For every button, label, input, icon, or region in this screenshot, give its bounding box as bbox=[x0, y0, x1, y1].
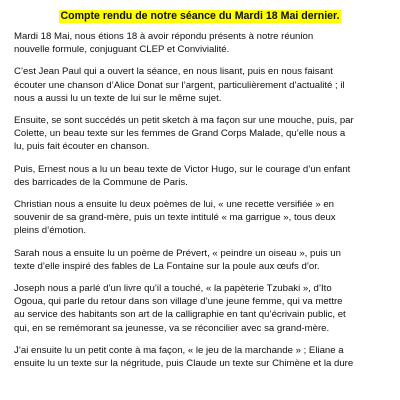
paragraph bbox=[14, 198, 392, 238]
text-line: souvenir de sa grand-mère, puis un texte intitulé « ma garrigue », tous deux bbox=[14, 212, 336, 224]
text-line: lu, puis fait écouter en chanson. bbox=[14, 141, 150, 153]
paragraph bbox=[14, 163, 392, 189]
text-line: qui, en se remémorant sa jeunesse, va se réconcilier avec sa grand-mère. bbox=[14, 322, 330, 334]
text-line: nous a aussi lu un texte de lui sur le même sujet. bbox=[14, 92, 222, 104]
paragraph bbox=[14, 114, 392, 154]
text-line: des barricades de la Commune de Paris. bbox=[14, 176, 188, 188]
text-line: Puis, Ernest nous a lu un beau texte de Victor Hugo, sur le courage d’un enfant bbox=[14, 163, 351, 175]
text-line: ensuite lu un texte sur la négritude, puis Claude un texte sur Chimène et la dure bbox=[14, 358, 354, 370]
text-line: Mardi 18 Mai, nous étions 18 à avoir répondu présents à notre réunion bbox=[14, 31, 314, 42]
paragraph bbox=[14, 282, 392, 335]
text-line: nouvelle formule, conjuguant CLEP et Convivialité. bbox=[14, 44, 230, 56]
title-wrap bbox=[0, 6, 400, 24]
text-line: Ensuite, se sont succédés un petit sketch à ma façon sur une mouche, puis, par bbox=[14, 115, 354, 127]
paragraph bbox=[14, 344, 392, 370]
paragraph bbox=[14, 247, 392, 273]
text-line: Christian nous a ensuite lu deux poèmes de lui, « une recette versifiée » en bbox=[14, 199, 334, 211]
text-line: Ogoua, qui parle du retour dans son village d’une jeune femme, qui va mettre bbox=[14, 296, 343, 308]
text-line: écouter une chanson d’Alice Donat sur l’argent, particulièrement d’actualité ; il bbox=[14, 79, 345, 91]
text-line: Colette, un beau texte sur les femmes de Grand Corps Malade, qu’elle nous a bbox=[14, 128, 346, 140]
text-line: Joseph nous a parlé d’un livre qu’il a touché, « la papèterie Tzubaki », d’Ito bbox=[14, 283, 332, 295]
paragraph bbox=[14, 30, 392, 56]
text-line: pleins d’émotion. bbox=[14, 225, 86, 237]
text-line: au service des habitants son art de la calligraphie en tant qu’écrivain public, et bbox=[14, 309, 346, 321]
text-line: texte d’elle inspiré des fables de La Fontaine sur la poule aux œufs d’or. bbox=[14, 260, 320, 272]
text-line: C’est Jean Paul qui a ouvert la séance, en nous lisant, puis en nous faisant bbox=[14, 66, 333, 78]
text-line: J’ai ensuite lu un petit conte à ma façon, « le jeu de la marchande » ; Eliane a bbox=[14, 344, 344, 356]
document-title: Compte rendu de notre séance du Mardi 18 Mai dernier. bbox=[60, 10, 340, 22]
text-line: Sarah nous a ensuite lu un poème de Prévert, « peindre un oiseau », puis un bbox=[14, 247, 341, 259]
paragraph bbox=[14, 65, 392, 105]
document-body bbox=[14, 30, 392, 379]
